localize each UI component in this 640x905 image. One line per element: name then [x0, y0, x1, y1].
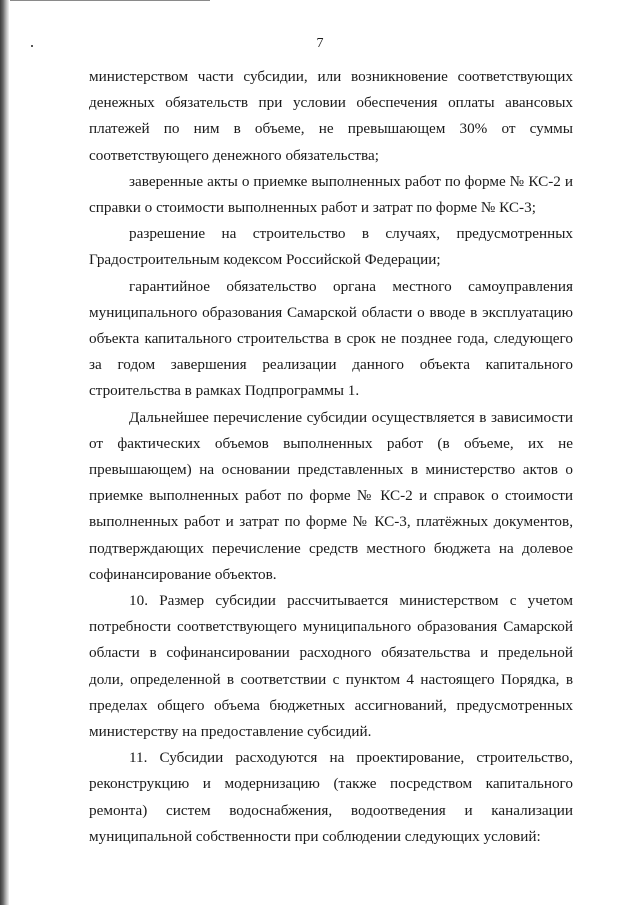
paragraph: гарантийное обязательство органа местного самоуправления муниципального образования Самарской области о вводе в эксплуатацию объекта капитального строительства в срок не позднее года, следующего за годом завершения реализации данного объекта капитального строительства в рамках Подпрограммы 1. [89, 277, 573, 400]
page-number: 7 [316, 36, 324, 51]
scan-edge-line [10, 0, 210, 1]
paragraph: министерством части субсидии, или возникновение соответствующих денежных обязательств при условии обеспечения оплаты авансовых платежей по ним в объеме, не превышающем 30% от суммы соответствующего денежного обязательства; [89, 68, 573, 164]
scan-edge-shadow [0, 0, 9, 905]
paragraph: 10. Размер субсидии рассчитывается министерством с учетом потребности соответствующего муниципального образования Самарской области в софинансировании расходного обязательства и предельной доли, определенной в соответствии с пунктом 4 настоящего Порядка, в пределах общего объема бюджетных ассигнований, предусмотренных министерству на предоставление субсидий. [89, 592, 573, 741]
paragraph: заверенные акты о приемке выполненных работ по форме № КС-2 и справки о стоимости выполненных работ и затрат по форме № КС-3; [89, 172, 573, 217]
document-body [89, 64, 573, 850]
paragraph: Дальнейшее перечисление субсидии осуществляется в зависимости от фактических объемов выполненных работ (в объеме, их не превышающем) на основании представленных в министерство актов о приемке выполненных работ по форме № КС-2 и справок о стоимости выполненных работ и затрат по форме № КС-3, платёжных документов, подтверждающих перечисление средств местного бюджета на долевое софинансирование объектов. [89, 408, 573, 583]
paragraph: разрешение на строительство в случаях, предусмотренных Градостроительным кодексом Российской Федерации; [89, 225, 573, 269]
paragraph: 11. Субсидии расходуются на проектирование, строительство, реконструкцию и модернизацию (также посредством капитального ремонта) систем водоснабжения, водоотведения и канализации муниципальной собственности при соблюдении следующих условий: [89, 749, 573, 845]
